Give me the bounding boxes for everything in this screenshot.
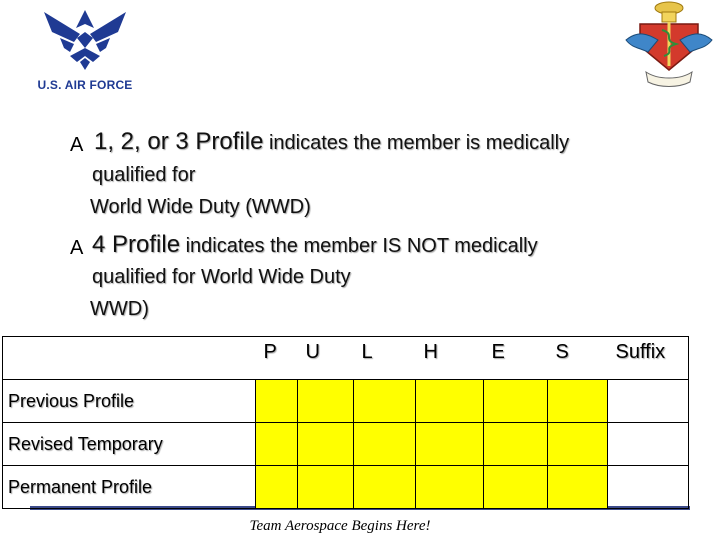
s-cell[interactable] — [548, 466, 608, 509]
medical-crest-icon — [618, 0, 720, 104]
l-cell[interactable] — [354, 466, 416, 509]
header-suffix: Suffix — [608, 337, 689, 380]
bullet-2-first-line — [92, 231, 538, 259]
header-l: L — [354, 337, 416, 380]
header-h: H — [416, 337, 484, 380]
bullet-2-emphasis: 4 Profile — [92, 231, 181, 258]
h-cell[interactable] — [416, 466, 484, 509]
p-cell[interactable] — [256, 423, 298, 466]
header-u: U — [298, 337, 354, 380]
l-cell[interactable] — [354, 423, 416, 466]
header-s: S — [548, 337, 608, 380]
bullet-1-line-2: qualified for — [92, 164, 196, 186]
footer-tagline: Team Aerospace Begins Here! — [249, 518, 431, 534]
bullet-2-rest: indicates the member IS NOT medically — [185, 235, 538, 257]
profile-table — [2, 336, 689, 509]
suffix-cell[interactable] — [608, 466, 689, 509]
header-p: P — [256, 337, 298, 380]
bullet-1-emphasis: 1, 2, or 3 Profile — [94, 128, 264, 155]
u-cell[interactable] — [298, 423, 354, 466]
suffix-cell[interactable] — [608, 380, 689, 423]
row-label: Revised Temporary — [3, 423, 256, 466]
table-row — [3, 423, 689, 466]
bullet-1-first-line — [94, 128, 569, 156]
table-row — [3, 466, 689, 509]
row-label: Previous Profile — [3, 380, 256, 423]
medical-crest — [618, 0, 720, 104]
p-cell[interactable] — [256, 380, 298, 423]
h-cell[interactable] — [416, 380, 484, 423]
bullet-1-line-3: World Wide Duty (WWD) — [90, 196, 311, 218]
bullet-2-line-3: WWD) — [90, 298, 149, 320]
s-cell[interactable] — [548, 380, 608, 423]
e-cell[interactable] — [484, 466, 548, 509]
bullet-1-mark: A — [70, 134, 84, 156]
header-empty-cell — [3, 337, 256, 380]
h-cell[interactable] — [416, 423, 484, 466]
s-cell[interactable] — [548, 423, 608, 466]
header-e: E — [484, 337, 548, 380]
u-cell[interactable] — [298, 380, 354, 423]
bullet-1-rest: indicates the member is medically — [268, 132, 570, 154]
e-cell[interactable] — [484, 423, 548, 466]
u-cell[interactable] — [298, 466, 354, 509]
e-cell[interactable] — [484, 380, 548, 423]
row-label: Permanent Profile — [3, 466, 256, 509]
table-header-row — [3, 337, 689, 380]
air-force-logo — [30, 4, 140, 96]
air-force-wings-icon — [30, 4, 140, 78]
bullet-2-mark: A — [70, 237, 84, 259]
table-row — [3, 380, 689, 423]
logo-text: U.S. AIR FORCE — [37, 78, 133, 92]
l-cell[interactable] — [354, 380, 416, 423]
p-cell[interactable] — [256, 466, 298, 509]
suffix-cell[interactable] — [608, 423, 689, 466]
bullet-2-line-2: qualified for World Wide Duty — [92, 266, 351, 288]
